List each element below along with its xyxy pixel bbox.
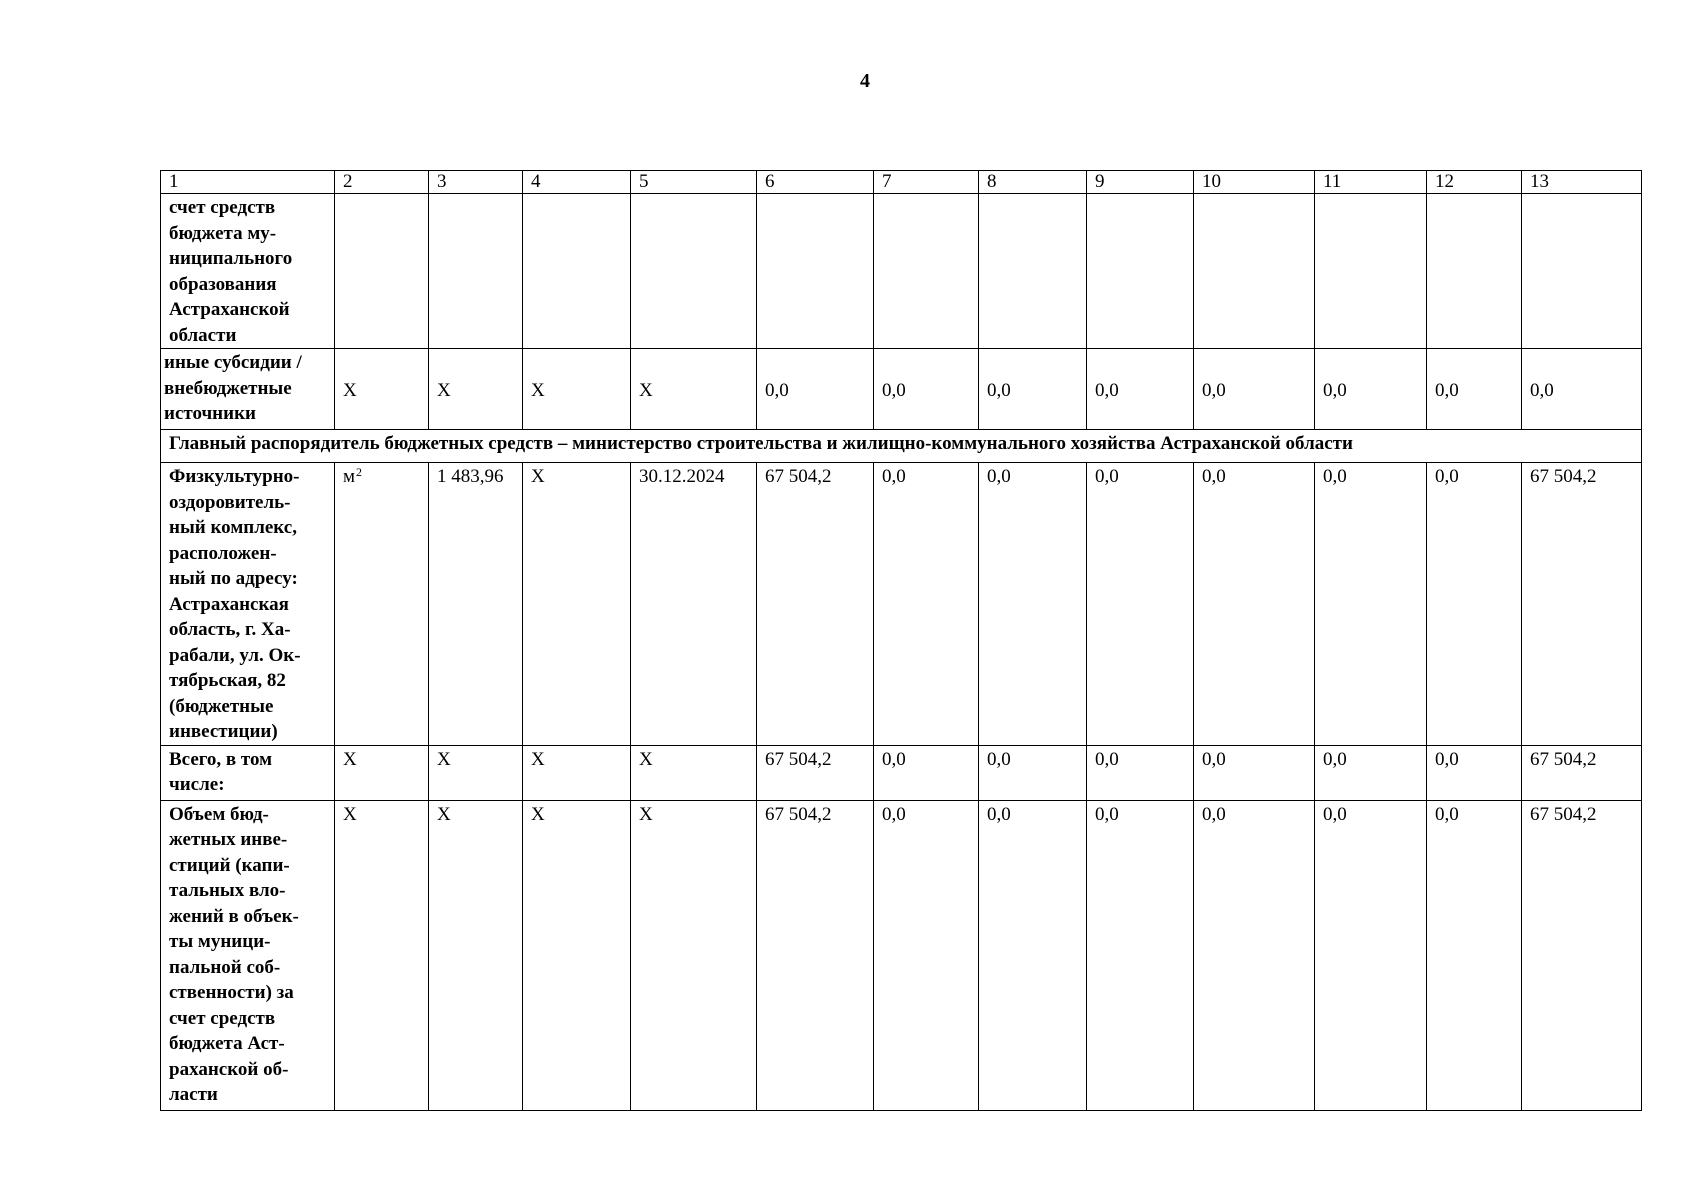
table-row xyxy=(161,194,1642,349)
row-label xyxy=(161,194,335,349)
label-line: ты муници- xyxy=(169,931,271,952)
table-cell xyxy=(979,194,1087,349)
table-cell: 0,0 xyxy=(1194,463,1315,746)
column-number: 9 xyxy=(1087,171,1194,194)
table-cell: 0,0 xyxy=(1194,745,1315,800)
label-line: источники xyxy=(164,403,256,424)
table-row xyxy=(161,745,1642,800)
column-number: 10 xyxy=(1194,171,1315,194)
table-cell xyxy=(335,194,429,349)
row-label xyxy=(161,800,335,1110)
table-cell: Х xyxy=(335,800,429,1110)
column-number: 8 xyxy=(979,171,1087,194)
label-line: образования xyxy=(169,273,277,295)
column-number: 4 xyxy=(523,171,631,194)
column-number: 7 xyxy=(874,171,979,194)
row-label xyxy=(161,349,335,430)
label-line: числе: xyxy=(169,774,225,795)
column-number: 13 xyxy=(1522,171,1642,194)
table-cell: 67 504,2 xyxy=(757,463,874,746)
column-number: 1 xyxy=(161,171,335,194)
table-cell: 0,0 xyxy=(1087,800,1194,1110)
column-number: 12 xyxy=(1427,171,1522,194)
table-cell: Х xyxy=(523,349,631,430)
label-line: стиций (капи- xyxy=(169,854,290,876)
column-number: 11 xyxy=(1315,171,1427,194)
table-cell: Х xyxy=(523,800,631,1110)
column-number: 2 xyxy=(335,171,429,194)
budget-table xyxy=(160,170,1642,1111)
label-line: жений в объек- xyxy=(169,905,299,927)
label-line: Астраханской xyxy=(169,299,290,320)
table-cell xyxy=(523,194,631,349)
table-cell: Х xyxy=(429,800,523,1110)
table-cell: 67 504,2 xyxy=(1522,463,1642,746)
label-line: область, г. Ха- xyxy=(169,619,291,640)
table-cell: Х xyxy=(631,745,757,800)
table-cell: 0,0 xyxy=(1427,745,1522,800)
table-cell: 0,0 xyxy=(1427,349,1522,430)
row-label xyxy=(161,745,335,800)
table-row xyxy=(161,463,1642,746)
table-cell: 67 504,2 xyxy=(757,800,874,1110)
table-cell: 1 483,96 xyxy=(429,463,523,746)
table-cell: 67 504,2 xyxy=(757,745,874,800)
table-cell xyxy=(1087,194,1194,349)
table-cell: Х xyxy=(335,745,429,800)
unit-cell xyxy=(335,463,429,746)
label-line: ниципального xyxy=(169,248,293,269)
label-line: Физкультурно- xyxy=(169,466,300,487)
label-line: оздоровитель- xyxy=(169,491,291,513)
table-cell: Х xyxy=(429,745,523,800)
table-cell: 0,0 xyxy=(1087,349,1194,430)
table-cell xyxy=(1194,194,1315,349)
table-cell: 0,0 xyxy=(1315,463,1427,746)
label-line: жетных инве- xyxy=(169,829,288,850)
table-cell: 0,0 xyxy=(1427,463,1522,746)
label-line: Всего, в том xyxy=(169,748,273,770)
table-cell: 0,0 xyxy=(874,463,979,746)
label-line: бюджета Аст- xyxy=(169,1033,285,1054)
label-line: Астраханская xyxy=(169,593,289,615)
column-number: 6 xyxy=(757,171,874,194)
label-line: инвестиции) xyxy=(169,721,278,742)
table-cell xyxy=(757,194,874,349)
table-cell: 67 504,2 xyxy=(1522,800,1642,1110)
label-line: внебюджетные xyxy=(164,377,292,399)
label-line: счет средств xyxy=(169,197,276,218)
page-number: 4 xyxy=(860,70,870,92)
table-cell: 0,0 xyxy=(1427,800,1522,1110)
label-line: ственности) за xyxy=(169,982,294,1003)
table-cell: 0,0 xyxy=(1087,463,1194,746)
table-row xyxy=(161,349,1642,430)
label-line: ный по адресу: xyxy=(169,568,298,589)
table-cell: Х xyxy=(523,745,631,800)
label-line: области xyxy=(169,324,237,346)
table-cell: 0,0 xyxy=(1315,745,1427,800)
table-cell: 0,0 xyxy=(1194,349,1315,430)
table-cell: 0,0 xyxy=(979,463,1087,746)
table-cell xyxy=(1315,194,1427,349)
label-line: раханской об- xyxy=(169,1058,289,1080)
label-line: пальной соб- xyxy=(169,956,281,978)
label-line: ласти xyxy=(169,1084,218,1105)
table-cell xyxy=(1522,194,1642,349)
row-label xyxy=(161,463,335,746)
unit-text: м xyxy=(343,466,356,487)
label-line: тябрьская, 82 xyxy=(169,670,286,691)
table-cell: Х xyxy=(335,349,429,430)
table-cell: 0,0 xyxy=(874,800,979,1110)
table-cell xyxy=(429,194,523,349)
table-cell: Х xyxy=(631,349,757,430)
label-line: (бюджетные xyxy=(169,695,274,717)
label-line: тальных вло- xyxy=(169,880,286,901)
table-cell: Х xyxy=(631,800,757,1110)
label-line: Объем бюд- xyxy=(169,803,269,825)
label-line: счет средств xyxy=(169,1007,276,1029)
unit-superscript: 2 xyxy=(356,465,363,479)
table-cell xyxy=(631,194,757,349)
table-cell: 0,0 xyxy=(757,349,874,430)
table-cell: 0,0 xyxy=(1194,800,1315,1110)
column-number: 5 xyxy=(631,171,757,194)
section-row xyxy=(161,430,1642,463)
table-cell: 0,0 xyxy=(979,349,1087,430)
table-cell: 0,0 xyxy=(874,349,979,430)
table-cell: 0,0 xyxy=(979,800,1087,1110)
label-line: бюджета му- xyxy=(169,222,277,244)
label-line: ный комплекс, xyxy=(169,517,297,538)
table-cell xyxy=(874,194,979,349)
column-number: 3 xyxy=(429,171,523,194)
table-row xyxy=(161,800,1642,1110)
table-cell: 0,0 xyxy=(1315,800,1427,1110)
table-cell: 30.12.2024 xyxy=(631,463,757,746)
label-line: расположен- xyxy=(169,542,277,564)
table-cell: 0,0 xyxy=(874,745,979,800)
table-cell: 0,0 xyxy=(1087,745,1194,800)
table-cell: 0,0 xyxy=(1522,349,1642,430)
table-cell: 0,0 xyxy=(1315,349,1427,430)
label-line: рабали, ул. Ок- xyxy=(169,644,301,666)
table-cell xyxy=(1427,194,1522,349)
table-cell: 67 504,2 xyxy=(1522,745,1642,800)
section-title: Главный распорядитель бюджетных средств – министерство строительства и жилищно-коммунального хозяйства Астраханской области xyxy=(161,430,1642,463)
table-cell: Х xyxy=(429,349,523,430)
table-cell: 0,0 xyxy=(979,745,1087,800)
table-header-row xyxy=(161,171,1642,194)
label-line: иные субсидии / xyxy=(164,352,302,373)
table-cell: Х xyxy=(523,463,631,746)
